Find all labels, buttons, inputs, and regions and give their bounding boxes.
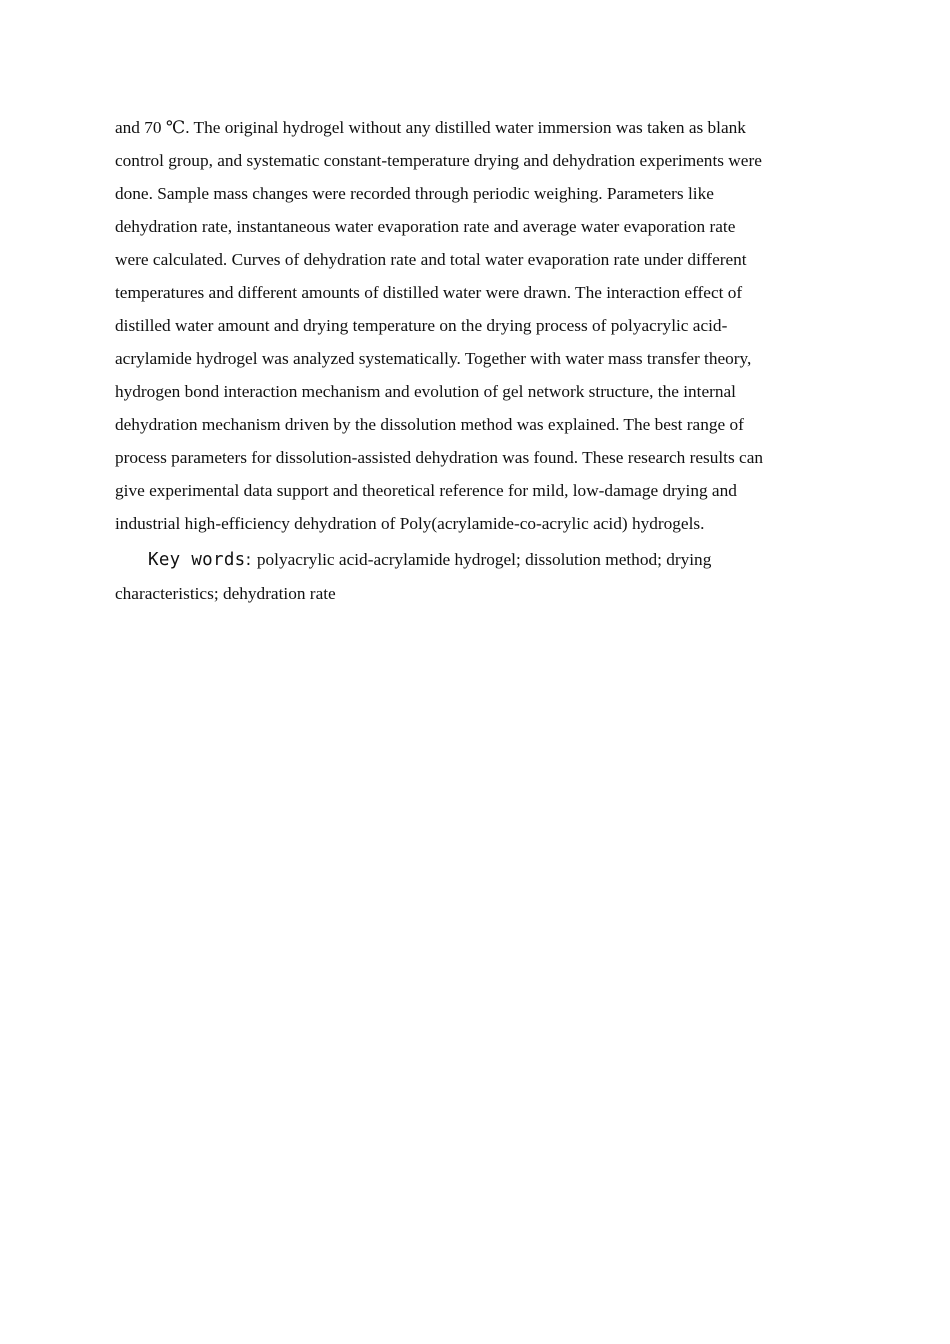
keywords-colon: : bbox=[245, 550, 257, 570]
abstract-line: dehydration mechanism driven by the dissolution method was explained. The best range of bbox=[115, 415, 744, 434]
abstract-line: and 70 ℃. The original hydrogel without any distilled water immersion was taken as blank bbox=[115, 118, 746, 137]
keywords-line-2: characteristics; dehydration rate bbox=[115, 584, 336, 603]
abstract-line: distilled water amount and drying temperature on the drying process of polyacrylic acid- bbox=[115, 316, 728, 335]
keywords-label: Key words bbox=[148, 550, 246, 570]
abstract-line: control group, and systematic constant-temperature drying and dehydration experiments were bbox=[115, 151, 762, 170]
abstract-line: done. Sample mass changes were recorded through periodic weighing. Parameters like bbox=[115, 184, 714, 203]
abstract-line: hydrogen bond interaction mechanism and evolution of gel network structure, the internal bbox=[115, 382, 736, 401]
abstract-paragraph bbox=[115, 111, 837, 540]
abstract-line: acrylamide hydrogel was analyzed systematically. Together with water mass transfer theory, bbox=[115, 349, 752, 368]
abstract-line: industrial high-efficiency dehydration of Poly(acrylamide-co-acrylic acid) hydrogels. bbox=[115, 514, 705, 533]
keywords-text: polyacrylic acid-acrylamide hydrogel; dissolution method; drying bbox=[256, 550, 712, 569]
abstract-line: process parameters for dissolution-assisted dehydration was found. These research results can bbox=[115, 448, 764, 467]
keywords-line-1 bbox=[115, 543, 837, 577]
abstract-line: give experimental data support and theoretical reference for mild, low-damage drying and bbox=[115, 481, 737, 500]
abstract-body bbox=[115, 111, 837, 610]
abstract-line: temperatures and different amounts of distilled water were drawn. The interaction effect of bbox=[115, 283, 743, 302]
abstract-line: dehydration rate, instantaneous water evaporation rate and average water evaporation rate bbox=[115, 217, 736, 236]
keywords-paragraph bbox=[115, 543, 837, 610]
abstract-line: were calculated. Curves of dehydration rate and total water evaporation rate under different bbox=[115, 250, 747, 269]
